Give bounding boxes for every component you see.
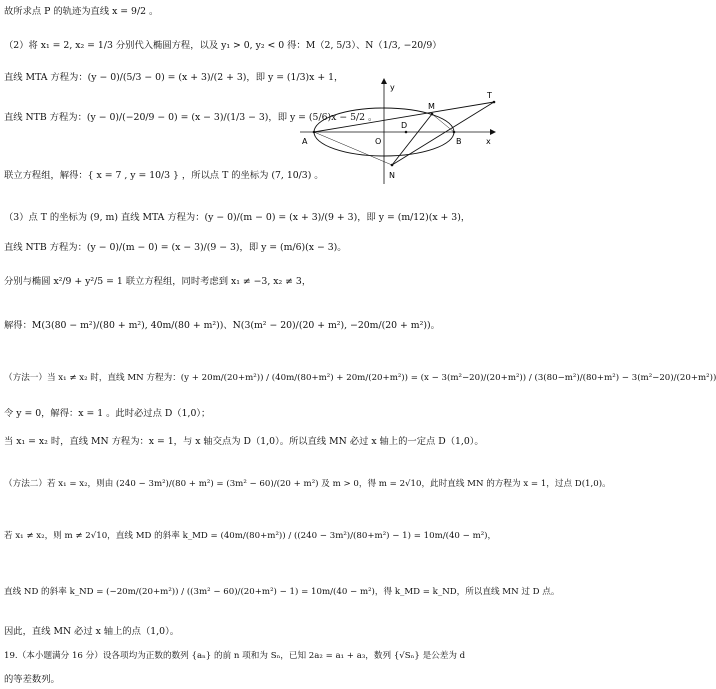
x-axis-arrow-icon: [490, 129, 496, 135]
label-a: A: [302, 137, 308, 146]
label-n: N: [389, 171, 395, 180]
text-line-13: （方法二）若 x₁ = x₂，则由 (240 − 3m²)/(80 + m²) = (3m² − 60)/(20 + m²) 及 m > 0，得 m = 2√10，此时直线 MN 的方程为 x = 1，过点 D(1,0)。: [4, 479, 611, 489]
text-line-7: 直线 NTB 方程为：(y − 0)/(m − 0) = (x − 3)/(9 − 3)，即 y = (m/6)(x − 3)。: [4, 242, 347, 253]
text-line-1: 故所求点 P 的轨迹为直线 x = 9/2 。: [4, 6, 159, 17]
text-line-4: 直线 NTB 方程为：(y − 0)/(−20/9 − 0) = (x − 3)/(1/3 − 3)，即 y = (5/6)x − 5/2 。: [4, 112, 378, 123]
text-line-8: 分别与椭圆 x²/9 + y²/5 = 1 联立方程组，同时考虑到 x₁ ≠ −3, x₂ ≠ 3，: [4, 276, 312, 287]
y-axis-arrow-icon: [381, 78, 387, 84]
label-d: D: [401, 121, 408, 130]
label-x: x: [486, 137, 491, 146]
text-line-3: 直线 MTA 方程为：(y − 0)/(5/3 − 0) = (x + 3)/(2 + 3)，即 y = (1/3)x + 1，: [4, 72, 344, 83]
text-line-10: （方法一）当 x₁ ≠ x₂ 时，直线 MN 方程为：(y + 20m/(20+m²)) / (40m/(80+m²) + 20m/(20+m²)) = (x − 3(m²−20)/(20+m²)) / (3(80−m²)/(80+m²) − 3(m²−20)/(20+m²)): [4, 373, 716, 383]
text-line-18: 的等差数列。: [4, 674, 60, 685]
text-line-9: 解得：M(3(80 − m²)/(80 + m²), 40m/(80 + m²))、N(3(m² − 20)/(20 + m²), −20m/(20 + m²))。: [4, 320, 440, 331]
text-line-17: 19.（本小题满分 16 分）设各项均为正数的数列 {aₙ} 的前 n 项和为 Sₙ，已知 2a₂ = a₁ + a₃，数列 {√Sₙ} 是公差为 d: [4, 651, 466, 661]
label-m: M: [428, 102, 435, 111]
text-line-11: 令 y = 0，解得：x = 1 。此时必过点 D（1,0）；: [4, 408, 211, 419]
ellipse-diagram: [300, 78, 496, 188]
label-o: O: [375, 137, 382, 146]
text-line-2: （2）将 x₁ = 2, x₂ = 1/3 分别代入椭圆方程，以及 y₁ > 0, y₂ < 0 得：M（2, 5/3）、N（1/3, −20/9）: [4, 40, 442, 51]
line-mb: [432, 114, 454, 132]
text-line-15: 直线 ND 的斜率 k_ND = (−20m/(20+m²)) / ((3m² − 60)/(20+m²) − 1) = 10m/(40 − m²)，得 k_MD = k_ND，所以直线 MN 过 D 点。: [4, 587, 560, 597]
geometry-figure: [300, 78, 496, 192]
text-line-6: （3）点 T 的坐标为 (9, m) 直线 MTA 方程为：(y − 0)/(m − 0) = (x + 3)/(9 + 3)，即 y = (m/12)(x + 3)，: [4, 212, 471, 223]
label-b: B: [456, 137, 462, 146]
text-line-14: 若 x₁ ≠ x₂，则 m ≠ 2√10，直线 MD 的斜率 k_MD = (40m/(80+m²)) / ((240 − 3m²)/(80+m²) − 1) = 10m/(40 − m²)，: [4, 531, 497, 541]
label-t: T: [487, 91, 492, 100]
text-line-5: 联立方程组，解得：{ x = 7 , y = 10/3 } ，所以点 T 的坐标为 (7, 10/3) 。: [4, 170, 324, 181]
line-mn: [392, 114, 432, 165]
line-ntb: [392, 102, 494, 165]
point-d: [405, 131, 408, 134]
text-line-16: 因此，直线 MN 必过 x 轴上的点（1,0）。: [4, 626, 180, 637]
text-line-12: 当 x₁ = x₂ 时，直线 MN 方程为：x = 1，与 x 轴交点为 D（1,0）。所以直线 MN 必过 x 轴上的一定点 D（1,0）。: [4, 436, 484, 447]
label-y: y: [390, 83, 395, 92]
